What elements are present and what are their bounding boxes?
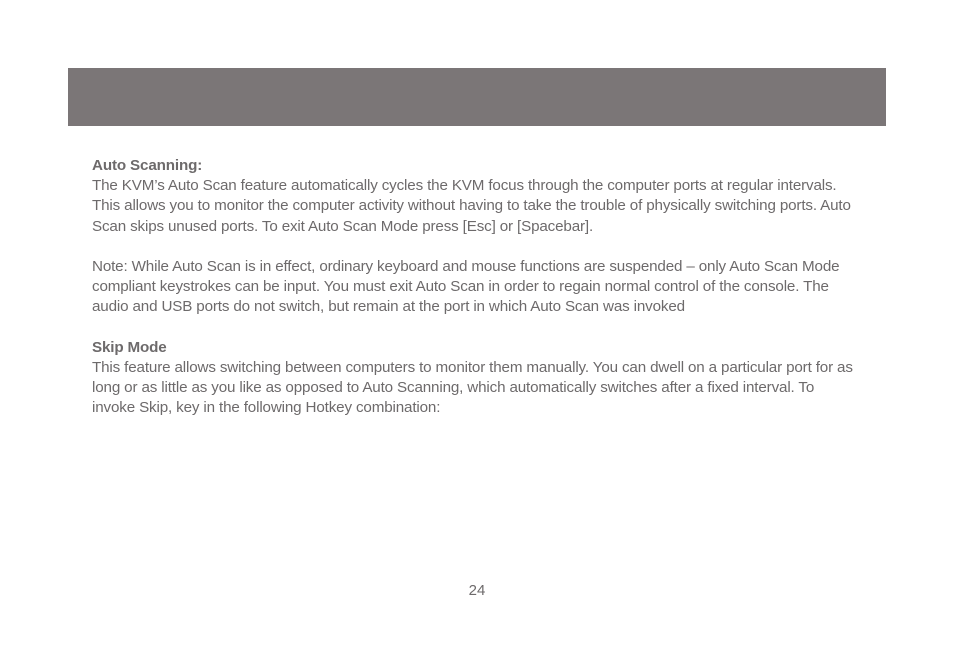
auto-scanning-body: The KVM’s Auto Scan feature automatically cycles the KVM focus through the computer ports at regular intervals. This allows you to monitor the computer activity without having to take the trouble of physically switching ports. Auto Scan skips unused ports. To exit Auto Scan Mode press [Esc] or [Spacebar]. — [92, 177, 851, 235]
page-content — [92, 156, 860, 419]
header-band — [68, 68, 886, 126]
page-number: 24 — [468, 582, 486, 599]
spacer — [92, 237, 860, 257]
skip-mode-heading: Skip Mode — [92, 338, 167, 356]
auto-scanning-heading: Auto Scanning: — [92, 157, 203, 174]
auto-scanning-note: Note: While Auto Scan is in effect, ordinary keyboard and mouse functions are suspended – only Auto Scan Mode compliant keystrokes can be input. You must exit Auto Scan in order to regain normal control of the console. The audio and USB ports do not switch, but remain at the port in which Auto Scan was invoked — [92, 258, 840, 316]
skip-mode-body: This feature allows switching between computers to monitor them manually. You can dwell on a particular port for as long or as little as you like as opposed to Auto Scanning, which automatically switches after a fixed interval. To invoke Skip, key in the following Hotkey combination: — [92, 359, 853, 417]
spacer — [92, 318, 860, 338]
